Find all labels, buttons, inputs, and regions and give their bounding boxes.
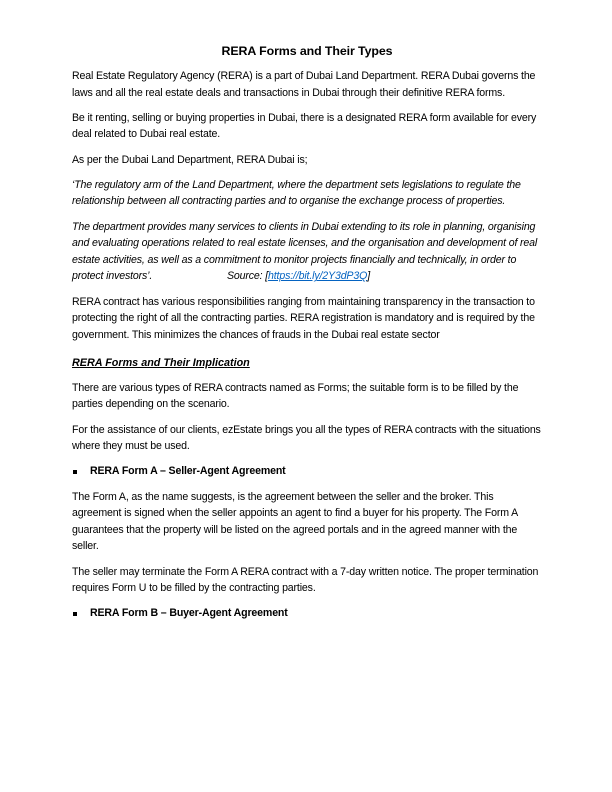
quote-text: The department provides many services to clients in Dubai extending to its role in planning, organising and evaluating operations related to real estate licenses, and the organisation and development of real estate activities, as well as a commitment to monitor projects financially and technically, in order to protect investors’.	[72, 220, 538, 283]
types-paragraph: There are various types of RERA contracts named as Forms; the suitable form is to be filled by the parties depending on the scenario.	[72, 381, 519, 411]
bullet-label: RERA Form A – Seller-Agent Agreement	[90, 465, 286, 478]
bullet-label: RERA Form B – Buyer-Agent Agreement	[90, 607, 288, 620]
source-label: Source: [	[226, 270, 269, 283]
as-per-paragraph: As per the Dubai Land Department, RERA Dubai is;	[72, 153, 308, 166]
document-page	[72, 44, 542, 631]
page-title: RERA Forms and Their Types	[221, 44, 393, 58]
square-bullet-icon	[73, 612, 77, 616]
responsibilities-paragraph: RERA contract has various responsibilities ranging from maintaining transparency in the transaction to protecting the right of all the contracting parties. RERA registration is mandatory and is required by the government. This minimizes the chances of frauds in the Dubai real estate sector	[72, 295, 535, 341]
quote-paragraph-1: ‘The regulatory arm of the Land Department, where the department sets legislations to regulate the relationship between all contracting parties and to organise the exchange process of properties.	[72, 178, 521, 208]
source-citation	[227, 268, 370, 285]
form-a-termination: The seller may terminate the Form A RERA contract with a 7-day written notice. The proper termination requires Form U to be filled by the contracting parties.	[72, 565, 539, 595]
renting-paragraph: Be it renting, selling or buying properties in Dubai, there is a designated RERA form available for every deal related to Dubai real estate.	[72, 111, 537, 141]
source-close: ]	[367, 270, 370, 283]
intro-paragraph: Real Estate Regulatory Agency (RERA) is a part of Dubai Land Department. RERA Dubai governs the laws and all the real estate deals and transactions in Dubai through their definitive RERA forms.	[72, 70, 536, 99]
bullet-item-form-a	[72, 463, 542, 480]
form-a-description: The Form A, as the name suggests, is the agreement between the seller and the broker. This agreement is signed when the seller appoints an agent to find a buyer for his property. The Form A guarantees that the property will be listed on the agreed portals and in the agreed manner with the seller.	[72, 490, 518, 553]
bullet-item-form-b	[72, 605, 542, 622]
quote-paragraph-2	[72, 219, 542, 285]
assistance-paragraph: For the assistance of our clients, ezEstate brings you all the types of RERA contracts with the situations where they must be used.	[72, 423, 541, 453]
source-link[interactable]: https://bit.ly/2Y3dP3Q	[268, 270, 368, 283]
section-heading: RERA Forms and Their Implication	[72, 357, 250, 370]
square-bullet-icon	[73, 470, 77, 474]
